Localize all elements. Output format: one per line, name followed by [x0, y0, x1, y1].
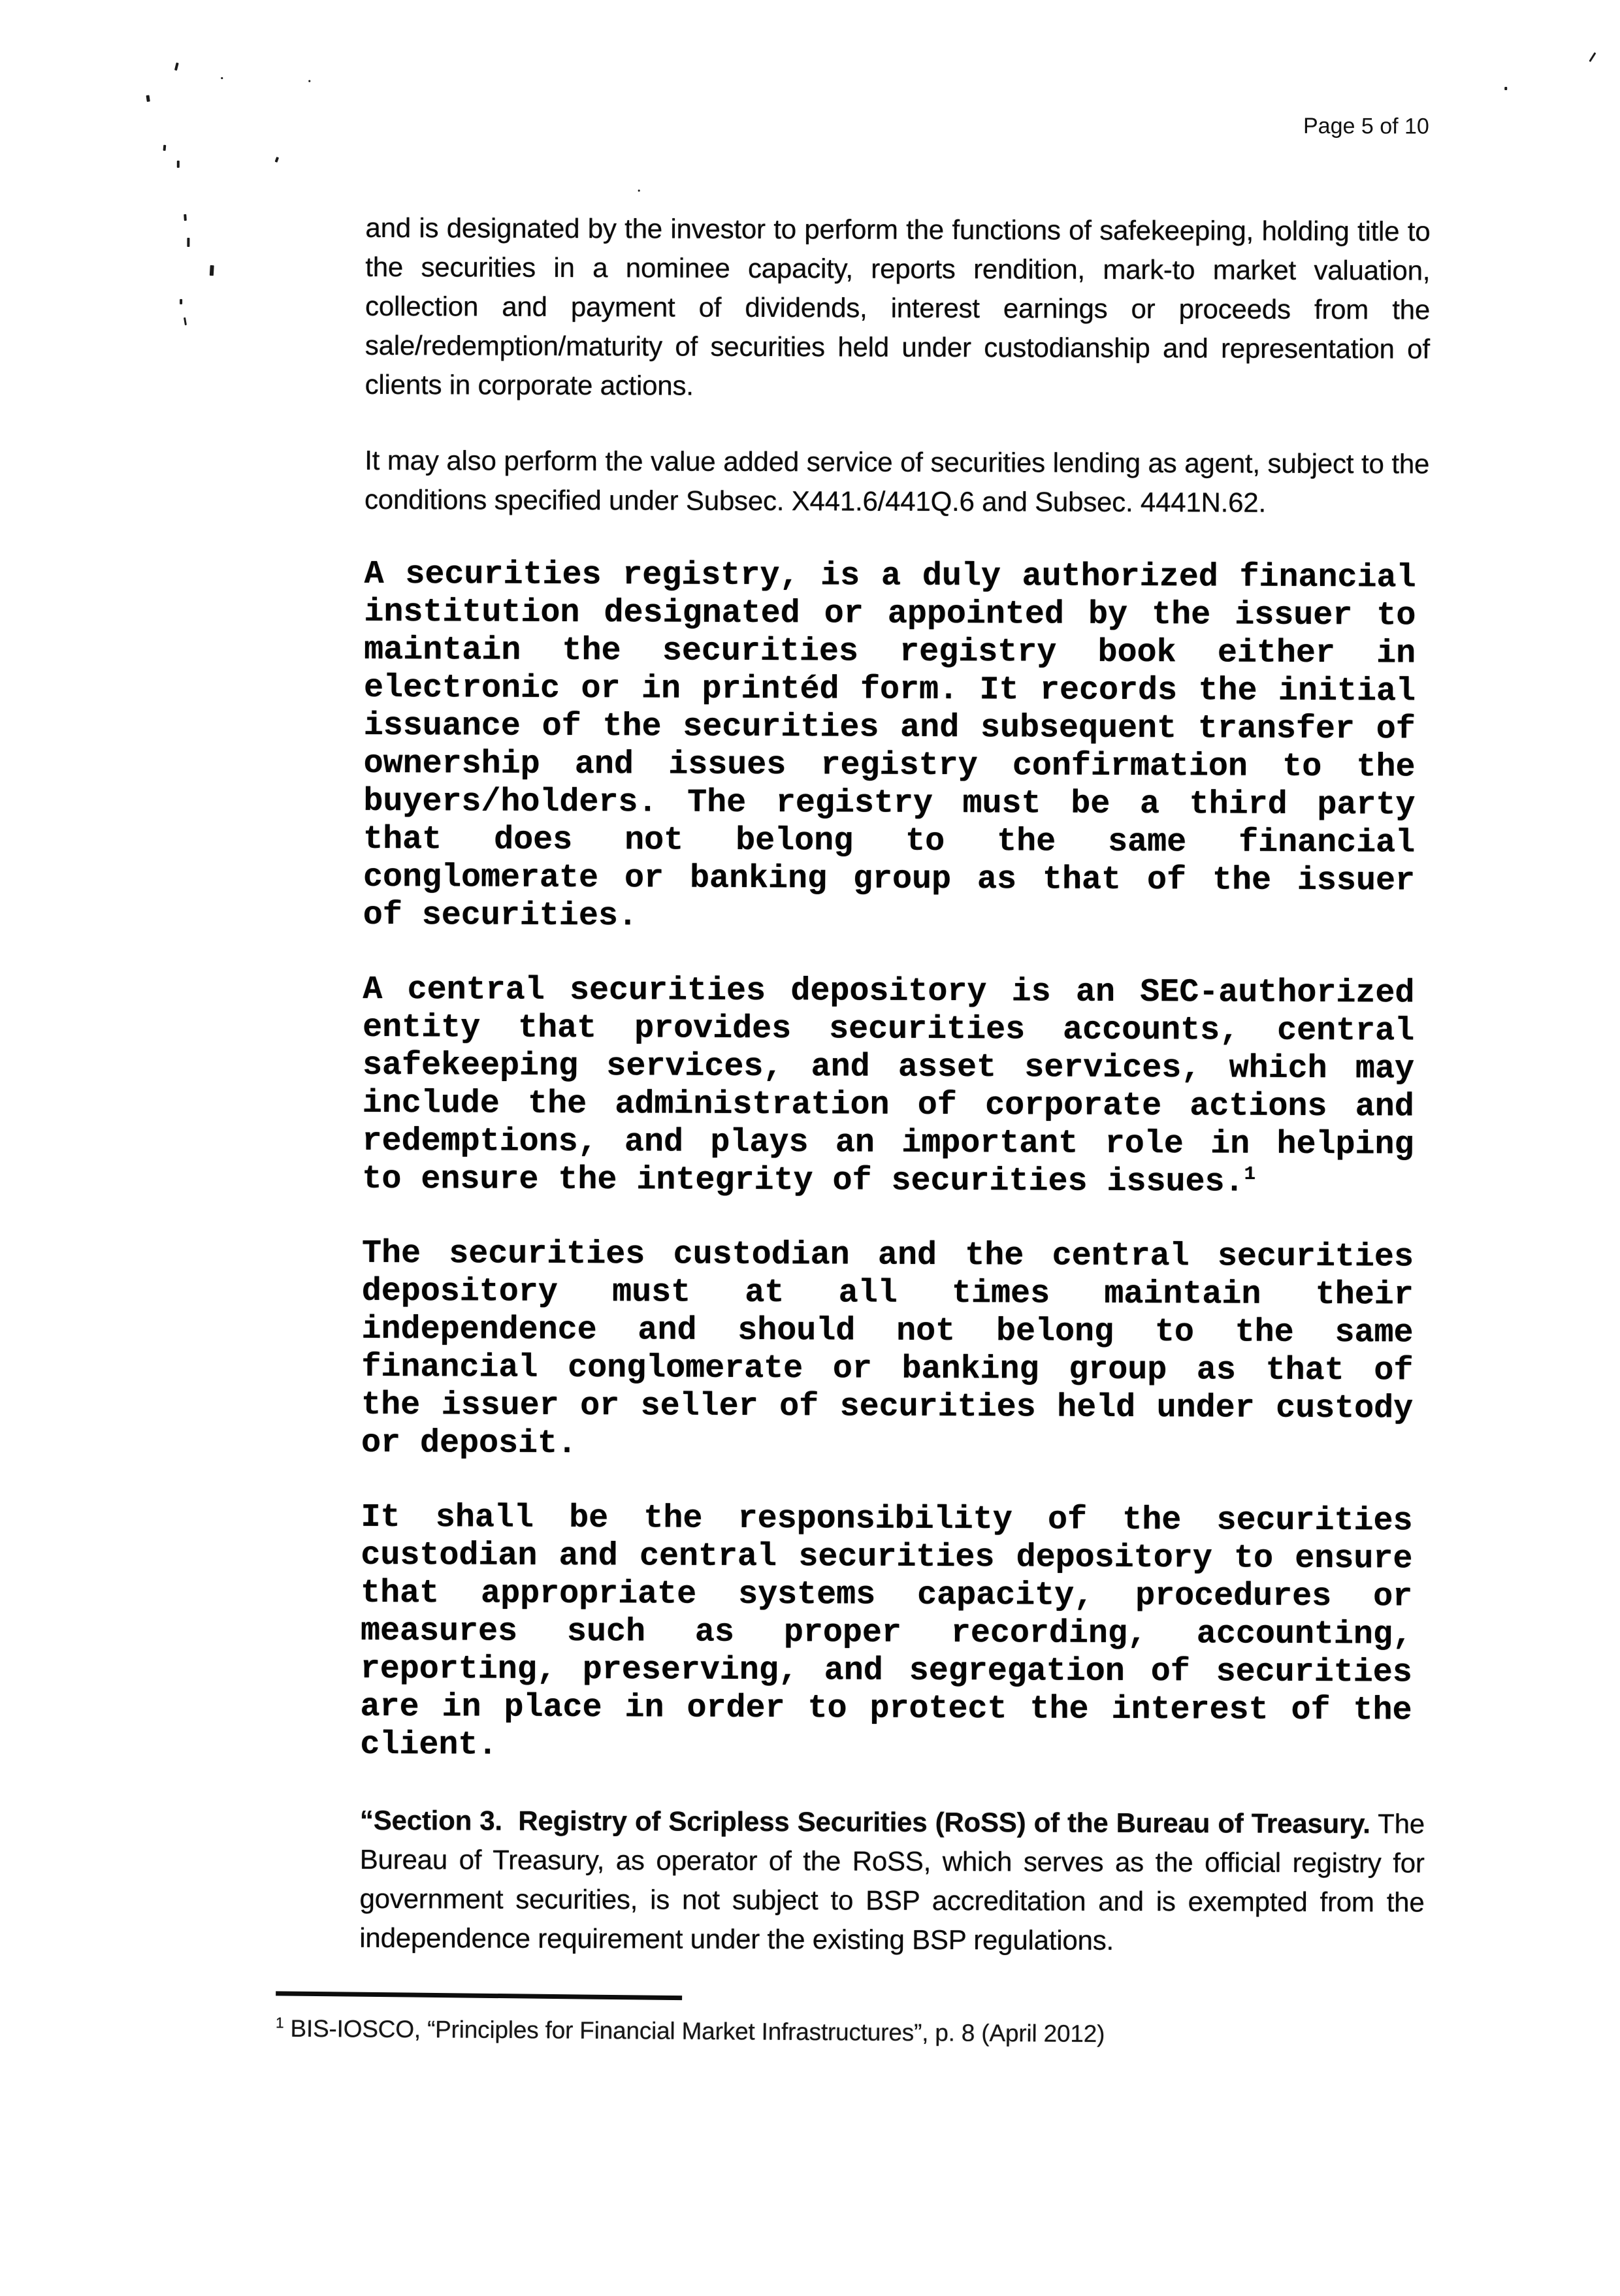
- paragraph-central-securities-depository: [362, 971, 1414, 1203]
- paragraph-securities-lending: It may also perform the value added service of securities lending as agent, subject to the conditions specified under Subsec. X441.6/441Q.6 and Subsec. 4441N.62.: [364, 444, 1430, 518]
- paragraph-independence-requirement: The securities custodian and the central securities depository must at all times maintain their independence and should not belong to the same financial conglomerate or banking group as that of the issuer or seller of securities held under custody or deposit.: [361, 1235, 1414, 1463]
- paragraph-securities-registry: A securities registry, is a duly authorized financial institution designated or appointed by the issuer to maintain the securities registry book either in electronic or in printéd form. It records the initial issuance of the securities and subsequent transfer of ownership and issues registry confirmation to the buyers/holders. The registry must be a third party that does not belong to the same financial conglomerate or banking group as that of the issuer of securities.: [363, 555, 1416, 935]
- page-number-label: Page 5 of 10: [1303, 113, 1429, 139]
- paragraph-responsibility: It shall be the responsibility of the securities custodian and central securities depository to ensure that appropriate systems capacity, procedures or measures such as proper recording, accounting, reporting, preserving, and segregation of securities are in place in order to protect the interest of the client.: [360, 1498, 1413, 1764]
- footnote-separator-rule: [276, 1991, 682, 2000]
- footnote-number: 1: [275, 2014, 284, 2031]
- footnote: [276, 1992, 1424, 2052]
- footnote-citation: BIS-IOSCO, “Principles for Financial Market Infrastructures”, p. 8 (April 2012): [290, 2014, 1105, 2048]
- document-body: [275, 1, 1431, 2050]
- paragraph-section-3: [359, 1801, 1425, 1962]
- section-body: The Bureau of Treasury, as operator of the RoSS, which serves as the official registry for government securities, is not subject to BSP accreditation and is exempted from the independence requirement under the existing BSP regulations.: [359, 1808, 1425, 1956]
- footnote-text: [276, 2014, 1424, 2052]
- section-heading: “Section 3. Registry of Scripless Securities (RoSS) of the Bureau of Treasury.: [359, 1804, 1370, 1839]
- footnote-reference-mark: 1: [1244, 1163, 1256, 1186]
- paragraph-text: A central securities depository is an SEC-authorized entity that provides securities accounts, central safekeeping services, and asset services, which may include the administration of corporate actions and redemptions, and plays an important role in helping to ensure the integrity of securities issues.: [362, 971, 1415, 1201]
- paragraph-custodian-functions: and is designated by the investor to perform the functions of safekeeping, holding title to the securities in a nominee capacity, reports rendition, mark-to market valuation, collection and payment of dividends, interest earnings or proceeds from the sale/redemption/maturity of securities held under custodianship and representation of clients in corporate actions.: [364, 212, 1431, 401]
